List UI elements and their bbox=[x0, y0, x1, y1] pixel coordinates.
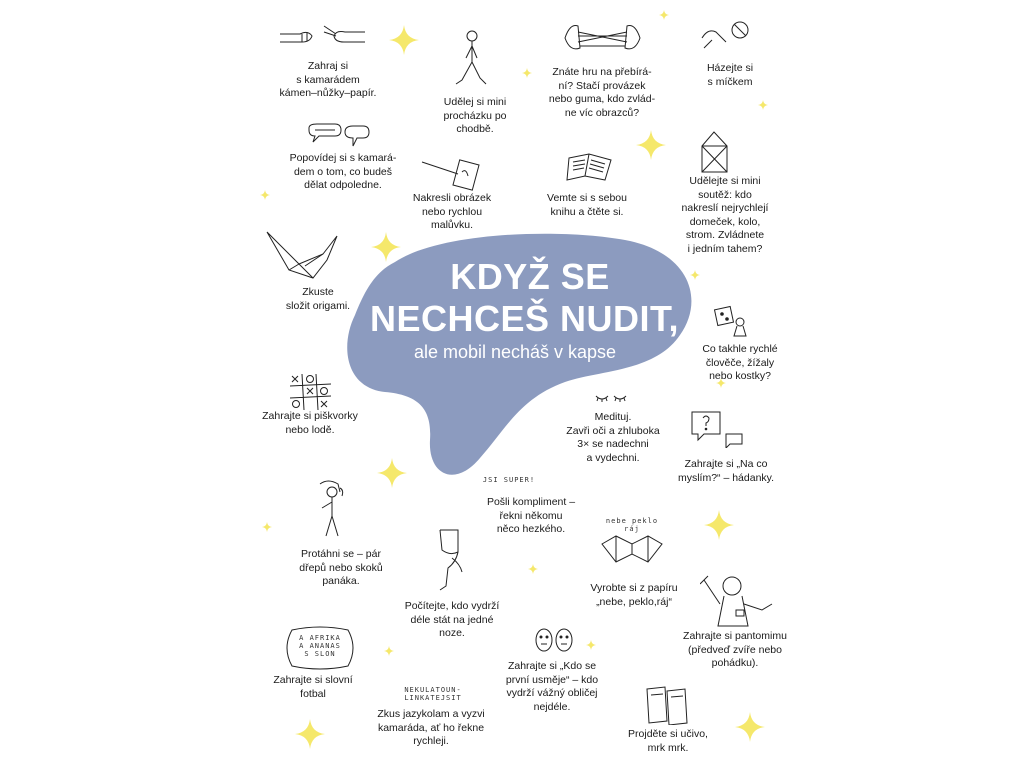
tip-words: Zahrajte si slovní fotbal bbox=[273, 674, 353, 700]
tip-dice: Co takhle rychlé člověče, žížaly nebo kostky? bbox=[702, 343, 778, 382]
paper-fortune-teller-icon bbox=[598, 528, 666, 568]
tongue-twister-note: NEKULATOUN- LINKATEJSIT bbox=[404, 686, 462, 702]
tip-draw: Nakresli obrázek nebo rychlou malůvku. bbox=[412, 192, 492, 231]
small-star-icon bbox=[758, 100, 768, 110]
speech-bubbles-icon bbox=[305, 122, 370, 152]
mime-person-icon bbox=[700, 574, 780, 628]
pencil-drawing-icon bbox=[420, 158, 480, 192]
star-icon bbox=[389, 25, 419, 55]
tip-smile: Zahrajte si „Kdo se první usměje“ – kdo vydrží vážný obličej nejdéle. bbox=[505, 660, 599, 713]
subtitle: ale mobil necháš v kapse bbox=[413, 342, 617, 362]
tip-stretch: Protáhni se – pár dřepů nebo skoků panáka. bbox=[299, 548, 383, 587]
tip-talk: Popovídej si s kamará- dem o tom, co budeš dělat odpoledne. bbox=[289, 152, 397, 191]
small-star-icon bbox=[262, 522, 272, 532]
title-line-2: NECHCEŠ NUDIT, bbox=[370, 298, 680, 339]
star-icon bbox=[735, 712, 765, 742]
star-icon bbox=[295, 719, 325, 749]
tip-walk: Udělej si mini procházku po chodbě. bbox=[443, 96, 507, 135]
string-game-icon bbox=[560, 18, 645, 60]
origami-crane-icon bbox=[265, 230, 340, 285]
closed-eyes-icon bbox=[594, 392, 630, 404]
tip-book: Vemte si s sebou knihu a čtěte si. bbox=[547, 192, 627, 218]
open-book-icon bbox=[565, 150, 615, 184]
words-list-note: A AFRIKA A ANANAS S SLON bbox=[299, 634, 341, 658]
tip-house: Udělejte si mini soutěž: kdo nakreslí nejrychlejí domeček, kolo, strom. Zvládnete i jedním tahem? bbox=[681, 175, 769, 255]
tip-mime: Zahrajte si pantomimu (předveď zvíře nebo pohádku). bbox=[683, 630, 787, 669]
small-star-icon bbox=[384, 646, 394, 656]
fortune-words-note: nebe peklo ráj bbox=[605, 517, 659, 533]
small-star-icon bbox=[528, 564, 538, 574]
tic-tac-toe-icon bbox=[288, 372, 333, 412]
small-star-icon bbox=[260, 190, 270, 200]
tip-one-leg: Počítejte, kdo vydrží déle stát na jedné noze. bbox=[404, 600, 500, 639]
stretching-person-icon bbox=[312, 478, 352, 538]
rock-paper-scissors-icon bbox=[280, 20, 365, 50]
tip-ball: Házejte si s míčkem bbox=[706, 62, 754, 88]
two-faces-icon bbox=[534, 626, 574, 654]
dice-pawn-icon bbox=[710, 300, 750, 340]
star-icon bbox=[377, 458, 407, 488]
star-icon bbox=[704, 510, 734, 540]
tip-rock-paper-scissors: Zahraj si s kamarádem kámen–nůžky–papír. bbox=[279, 60, 377, 99]
tip-fortune-teller: Vyrobte si z papíru „nebe, peklo,ráj“ bbox=[590, 582, 678, 608]
title-line-1: KDYŽ SE bbox=[450, 256, 610, 297]
super-note: JSI SUPER! bbox=[482, 476, 536, 484]
tip-origami: Zkuste složit origami. bbox=[285, 286, 351, 312]
one-leg-stand-icon bbox=[432, 528, 468, 592]
tip-compliment: Pošli kompliment – řekni někomu něco hezkého. bbox=[486, 496, 576, 535]
question-bubble-icon bbox=[688, 408, 748, 448]
tip-meditate: Medituj. Zavři oči a zhluboka 3× se nadechni a vydechni. bbox=[566, 411, 660, 464]
small-star-icon bbox=[586, 640, 596, 650]
walking-person-icon bbox=[450, 30, 495, 88]
star-icon bbox=[636, 130, 666, 160]
small-star-icon bbox=[522, 68, 532, 78]
tip-guess: Zahrajte si „Na co myslím?“ – hádanky. bbox=[677, 458, 775, 484]
tip-study: Projděte si učivo, mrk mrk. bbox=[628, 728, 708, 754]
house-drawing-icon bbox=[700, 130, 730, 174]
small-star-icon bbox=[690, 270, 700, 280]
tip-tongue-twister: Zkus jazykolam a vyzvi kamaráda, ať ho řekne rychleji. bbox=[377, 708, 485, 747]
small-star-icon bbox=[659, 10, 669, 20]
tip-string-game: Znáte hru na přebírá- ní? Stačí provázek nebo guma, kdo zvlád- ne víc obrazců? bbox=[548, 66, 656, 119]
star-icon bbox=[371, 232, 401, 262]
tip-tic-tac-toe: Zahrajte si piškvorky nebo lodě. bbox=[262, 410, 358, 436]
books-icon bbox=[645, 685, 691, 725]
ball-icon bbox=[700, 18, 755, 58]
